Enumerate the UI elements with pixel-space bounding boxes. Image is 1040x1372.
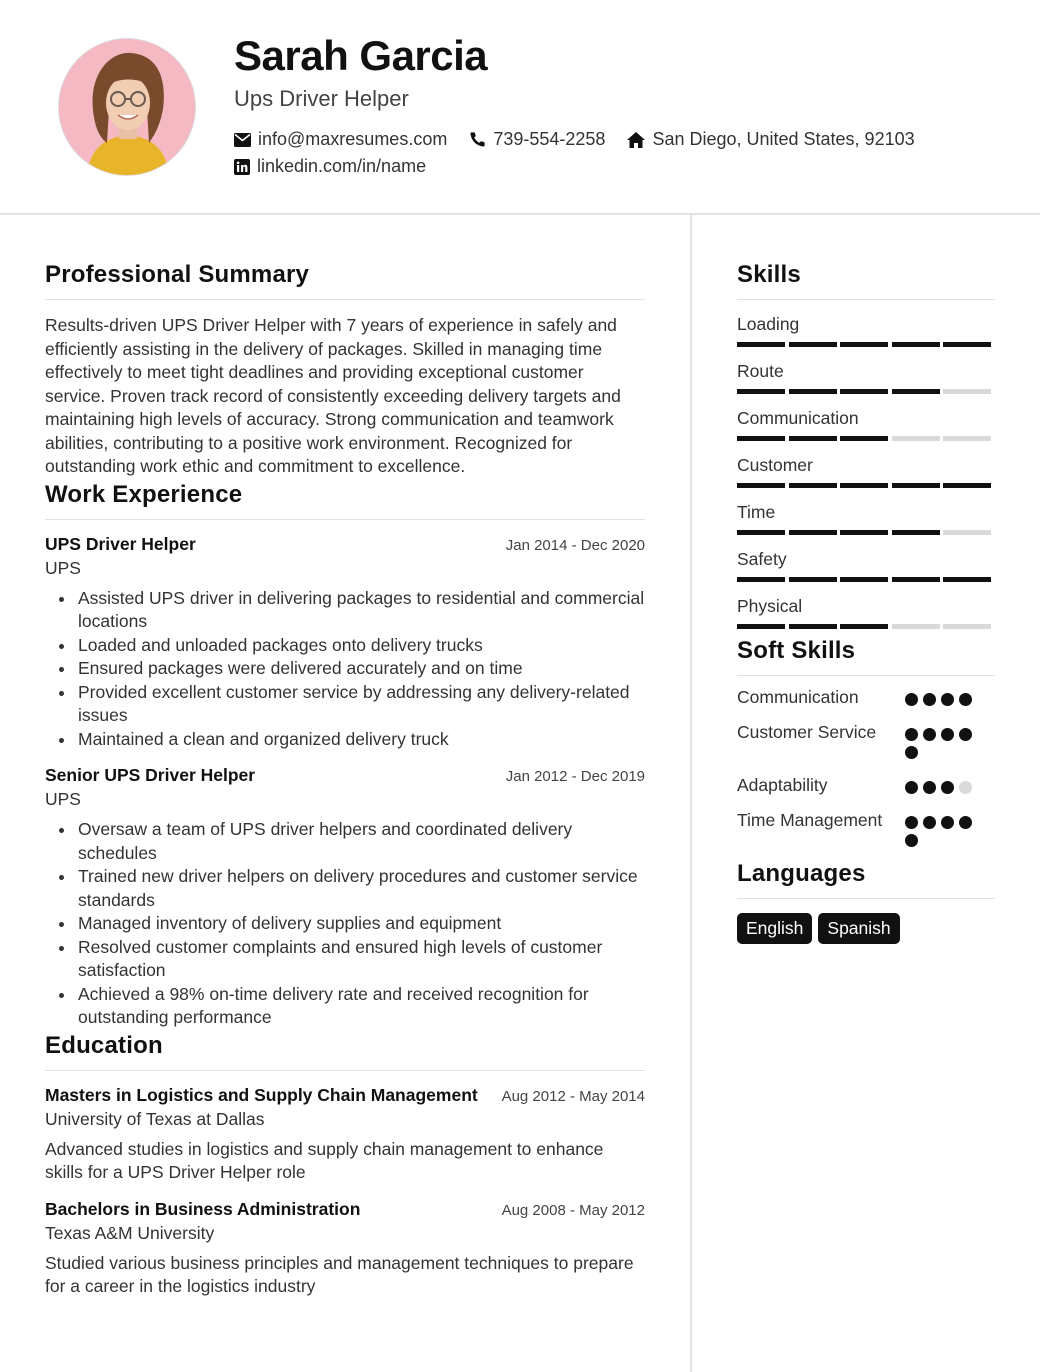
skill-item xyxy=(737,455,995,488)
skill-level-segment xyxy=(737,530,785,535)
job-title: UPS Driver Helper xyxy=(45,533,196,554)
skill-level-segment xyxy=(737,436,785,441)
skill-level-segment xyxy=(840,342,888,347)
skill-level-segment xyxy=(789,530,837,535)
phone-text: 739-554-2258 xyxy=(493,129,606,149)
list-item: Oversaw a team of UPS driver helpers and coordinated delivery schedules xyxy=(45,818,645,865)
skill-level-segment xyxy=(737,577,785,582)
skill-level-segment xyxy=(789,389,837,394)
skill-name: Safety xyxy=(737,549,787,569)
skill-level-segment xyxy=(840,389,888,394)
skill-level-bar xyxy=(737,530,995,535)
soft-skill-name: Customer Service xyxy=(737,722,877,742)
education-heading: Education xyxy=(45,1032,645,1071)
skill-level-segment xyxy=(789,624,837,629)
skill-level-segment xyxy=(840,530,888,535)
skill-level-segment xyxy=(737,389,785,394)
summary-text: Results-driven UPS Driver Helper with 7 years of experience in safely and efficiently assisting in the delivery of packages. Skilled in managing time effectively to meet tight deadlines and providing exceptional customer service. Proven track record of consistently exceeding delivery targets and maintaining high levels of accuracy. Strong communication and teamwork abilities, contributing to a positive work environment. Recognized for outstanding work ethic and commitment to excellence. xyxy=(45,315,621,476)
degree-title: Bachelors in Business Administration xyxy=(45,1198,361,1219)
skill-level-segment xyxy=(892,389,940,394)
envelope-icon xyxy=(234,133,251,147)
skills-heading: Skills xyxy=(737,261,995,300)
skill-level-bar xyxy=(737,436,995,441)
soft-skill-item xyxy=(737,721,995,764)
candidate-title: Ups Driver Helper xyxy=(234,86,409,111)
address-text: San Diego, United States, 92103 xyxy=(652,129,915,149)
skill-level-bar xyxy=(737,389,995,394)
resume-header xyxy=(0,0,1040,215)
summary-heading: Professional Summary xyxy=(45,261,645,300)
list-item: Managed inventory of delivery supplies and equipment xyxy=(45,912,645,936)
school-name: University of Texas at Dallas xyxy=(45,1108,265,1129)
education-date: Aug 2008 - May 2012 xyxy=(501,1201,645,1219)
skill-level-segment xyxy=(943,389,991,394)
skill-level-segment xyxy=(789,342,837,347)
contact-phone[interactable] xyxy=(469,129,605,150)
education-description: Studied various business principles and management techniques to prepare for a career in the logistics industry xyxy=(45,1252,634,1296)
candidate-name: Sarah Garcia xyxy=(234,32,488,79)
main-column xyxy=(45,215,645,1299)
skill-level-segment xyxy=(840,483,888,488)
education-description: Advanced studies in logistics and supply chain management to enhance skills for a UPS Driver Helper role xyxy=(45,1138,604,1182)
soft-skill-item xyxy=(737,774,995,799)
contact-row-2 xyxy=(234,156,448,177)
skill-level-segment xyxy=(789,577,837,582)
skill-level-segment xyxy=(943,624,991,629)
skill-item xyxy=(737,408,995,441)
degree-title: Masters in Logistics and Supply Chain Management xyxy=(45,1084,478,1105)
skill-item xyxy=(737,361,995,394)
rating-dot xyxy=(905,746,918,759)
list-item: Resolved customer complaints and ensured high levels of customer satisfaction xyxy=(45,936,645,983)
education-entry xyxy=(45,1085,645,1185)
list-item: Maintained a clean and organized delivery truck xyxy=(45,728,645,752)
job-bullets xyxy=(45,818,645,1030)
list-item: Assisted UPS driver in delivering packages to residential and commercial locations xyxy=(45,587,645,634)
rating-dot xyxy=(959,728,972,741)
list-item: Loaded and unloaded packages onto delivery trucks xyxy=(45,634,645,658)
list-item: Ensured packages were delivered accurately and on time xyxy=(45,657,645,681)
skill-level-segment xyxy=(737,483,785,488)
rating-dot xyxy=(959,781,972,794)
list-item: Provided excellent customer service by addressing any delivery-related issues xyxy=(45,681,645,728)
job-entry xyxy=(45,534,645,752)
phone-icon xyxy=(469,131,486,148)
job-bullets xyxy=(45,587,645,752)
skill-level-segment xyxy=(789,436,837,441)
rating-dot xyxy=(905,781,918,794)
skill-item xyxy=(737,596,995,629)
skill-level-segment xyxy=(892,577,940,582)
contact-address xyxy=(627,129,914,150)
experience-heading: Work Experience xyxy=(45,481,645,520)
skill-level-segment xyxy=(840,436,888,441)
education-date: Aug 2012 - May 2014 xyxy=(501,1087,645,1105)
rating-dot xyxy=(941,781,954,794)
skill-name: Customer xyxy=(737,455,813,475)
language-tag: English xyxy=(737,913,812,944)
skill-level-segment xyxy=(892,624,940,629)
language-tag: Spanish xyxy=(818,913,899,944)
skill-item xyxy=(737,314,995,347)
skill-name: Route xyxy=(737,361,784,381)
skill-item xyxy=(737,502,995,535)
rating-dot xyxy=(905,728,918,741)
rating-dot xyxy=(905,834,918,847)
skill-level-segment xyxy=(943,342,991,347)
skill-level-segment xyxy=(789,483,837,488)
skill-item xyxy=(737,549,995,582)
soft-skill-name: Adaptability xyxy=(737,775,828,795)
skill-level-segment xyxy=(737,624,785,629)
column-divider xyxy=(690,215,692,1372)
skill-level-segment xyxy=(737,342,785,347)
job-company: UPS xyxy=(45,557,81,578)
avatar xyxy=(58,38,196,176)
skill-level-segment xyxy=(943,436,991,441)
soft-skill-name: Communication xyxy=(737,687,859,707)
soft-skill-name: Time Management xyxy=(737,810,883,830)
rating-dot xyxy=(941,693,954,706)
contact-email[interactable] xyxy=(234,129,447,150)
skill-level-bar xyxy=(737,577,995,582)
skill-name: Communication xyxy=(737,408,859,428)
soft-skill-rating xyxy=(905,774,985,799)
skill-name: Physical xyxy=(737,596,803,616)
rating-dot xyxy=(923,693,936,706)
skill-level-bar xyxy=(737,483,995,488)
skill-level-segment xyxy=(943,577,991,582)
skill-level-segment xyxy=(840,624,888,629)
skill-level-segment xyxy=(943,483,991,488)
rating-dot xyxy=(923,728,936,741)
soft-skill-rating xyxy=(905,809,985,852)
home-icon xyxy=(627,132,645,148)
rating-dot xyxy=(941,728,954,741)
skill-level-segment xyxy=(943,530,991,535)
job-date: Jan 2014 - Dec 2020 xyxy=(505,536,645,554)
skill-name: Loading xyxy=(737,314,800,334)
email-text: info@maxresumes.com xyxy=(258,129,448,149)
rating-dot xyxy=(959,816,972,829)
skills-list xyxy=(737,314,995,629)
contact-row xyxy=(234,129,937,150)
skill-level-segment xyxy=(892,530,940,535)
skill-level-segment xyxy=(892,342,940,347)
list-item: Achieved a 98% on-time delivery rate and received recognition for outstanding performance xyxy=(45,983,645,1030)
rating-dot xyxy=(941,816,954,829)
linkedin-icon xyxy=(234,159,250,175)
school-name: Texas A&M University xyxy=(45,1222,215,1243)
skill-level-bar xyxy=(737,624,995,629)
skill-level-segment xyxy=(892,436,940,441)
soft-skill-item xyxy=(737,686,995,711)
job-entry xyxy=(45,765,645,1030)
languages-heading: Languages xyxy=(737,860,995,899)
rating-dot xyxy=(923,816,936,829)
rating-dot xyxy=(959,693,972,706)
languages-list xyxy=(737,913,995,944)
skill-level-segment xyxy=(840,577,888,582)
linkedin-text: linkedin.com/in/name xyxy=(257,156,427,176)
contact-linkedin[interactable] xyxy=(234,156,426,177)
job-company: UPS xyxy=(45,789,81,809)
sidebar-column xyxy=(737,215,995,944)
soft-skill-rating xyxy=(905,721,985,764)
rating-dot xyxy=(905,693,918,706)
education-entry xyxy=(45,1199,645,1299)
soft-skills-list xyxy=(737,686,995,852)
profile-photo-icon xyxy=(59,39,196,176)
rating-dot xyxy=(923,781,936,794)
skill-name: Time xyxy=(737,502,776,522)
soft-skill-rating xyxy=(905,686,985,711)
soft-skills-heading: Soft Skills xyxy=(737,637,995,676)
job-title: Senior UPS Driver Helper xyxy=(45,765,256,785)
skill-level-segment xyxy=(892,483,940,488)
job-date: Jan 2012 - Dec 2019 xyxy=(505,768,645,785)
soft-skill-item xyxy=(737,809,995,852)
list-item: Trained new driver helpers on delivery procedures and customer service standards xyxy=(45,865,645,912)
skill-level-bar xyxy=(737,342,995,347)
rating-dot xyxy=(905,816,918,829)
